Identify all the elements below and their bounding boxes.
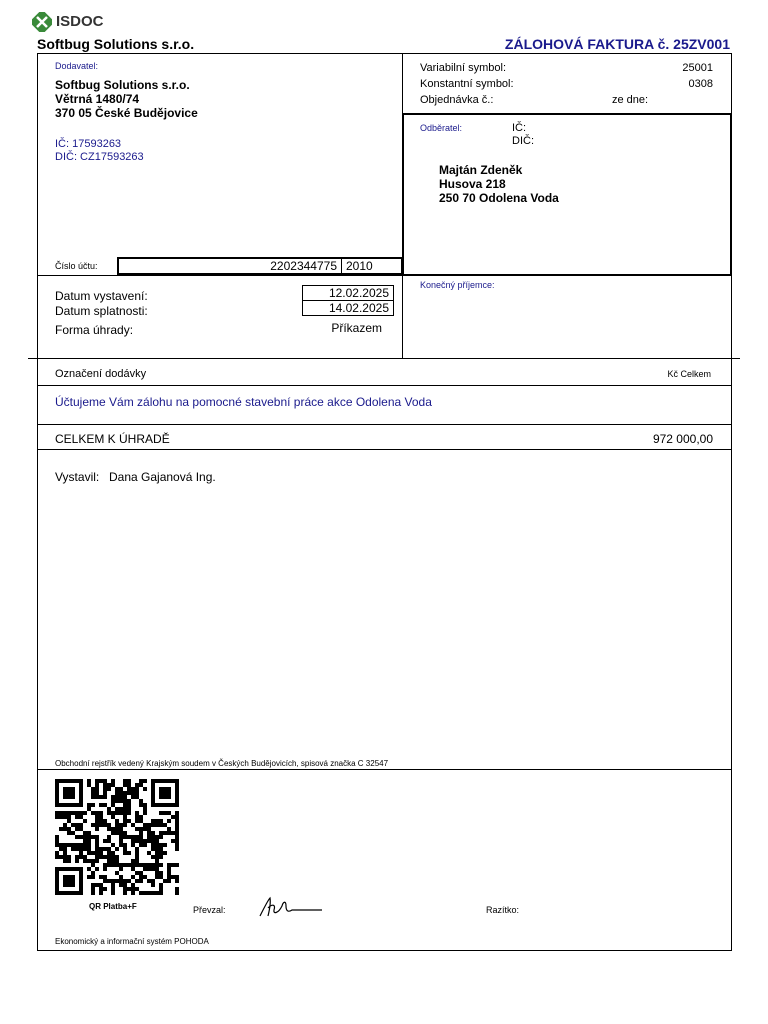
divider-dates-top (37, 275, 402, 276)
account-number-box: 2202344775 (117, 257, 342, 275)
divider-total-bottom (37, 449, 732, 450)
supplier-dic: DIČ: CZ17593263 (55, 151, 144, 163)
register-note: Obchodní rejstřík vedený Krajským soudem v Českých Budějovicích, spisová značka C 32547 (55, 759, 389, 768)
supplier-street: Větrná 1480/74 (55, 92, 140, 106)
total-label: CELKEM K ÚHRADĚ (55, 432, 170, 446)
payment-form-value: Příkazem (331, 321, 382, 335)
due-date-value: 14.02.2025 (302, 300, 394, 316)
isdoc-logo-icon (32, 12, 52, 32)
qr-code-icon (55, 779, 179, 895)
divider-footer (37, 769, 732, 770)
total-value: 972 000,00 (652, 432, 713, 446)
divider-items-top (28, 358, 740, 359)
qr-label: QR Platba+F (89, 902, 137, 911)
logo-text: ISDOC (56, 13, 104, 30)
bank-code-box: 2010 (341, 257, 403, 275)
final-recipient-label: Konečný příjemce: (420, 280, 495, 290)
header-company: Softbug Solutions s.r.o. (37, 36, 195, 52)
customer-label: Odběratel: (420, 123, 463, 133)
constant-symbol-label: Konstantní symbol: (420, 78, 514, 90)
supplier-label: Dodavatel: (55, 61, 99, 71)
customer-dic-label: DIČ: (512, 135, 534, 147)
customer-name: Majtán Zdeněk (439, 163, 523, 177)
variable-symbol-value: 25001 (682, 62, 713, 74)
supplier-city: 370 05 České Budějovice (55, 106, 198, 120)
customer-city: 250 70 Odolena Voda (439, 191, 559, 205)
document-title: ZÁLOHOVÁ FAKTURA č. 25ZV001 (504, 36, 730, 52)
stamp-label: Razítko: (486, 905, 520, 915)
items-header-total: Kč Celkem (667, 369, 711, 379)
issued-by-name: Dana Gajanová Ing. (109, 470, 216, 484)
received-label: Převzal: (193, 905, 226, 915)
divider-total-top (37, 424, 732, 425)
account-label: Číslo účtu: (55, 261, 98, 271)
due-date-label: Datum splatnosti: (55, 304, 148, 318)
order-date-label: ze dne: (612, 94, 649, 106)
issued-date-value: 12.02.2025 (302, 285, 394, 301)
divider-items-header (37, 385, 732, 386)
variable-symbol-label: Variabilní symbol: (420, 62, 506, 74)
issued-by-label: Vystavil: (55, 470, 100, 484)
payment-form-label: Forma úhrady: (55, 323, 134, 337)
supplier-ico: IČ: 17593263 (55, 138, 122, 150)
system-note: Ekonomický a informační systém POHODA (55, 937, 209, 946)
constant-symbol-value: 0308 (688, 78, 713, 90)
signature-icon (256, 894, 326, 920)
item-description: Účtujeme Vám zálohu na pomocné stavební práce akce Odolena Voda (55, 395, 432, 409)
items-header-label: Označení dodávky (55, 368, 147, 380)
supplier-name: Softbug Solutions s.r.o. (55, 78, 190, 92)
customer-street: Husova 218 (439, 177, 506, 191)
order-label: Objednávka č.: (420, 94, 494, 106)
customer-ico-label: IČ: (512, 122, 527, 134)
issued-date-label: Datum vystavení: (55, 289, 148, 303)
isdoc-logo (32, 12, 152, 34)
